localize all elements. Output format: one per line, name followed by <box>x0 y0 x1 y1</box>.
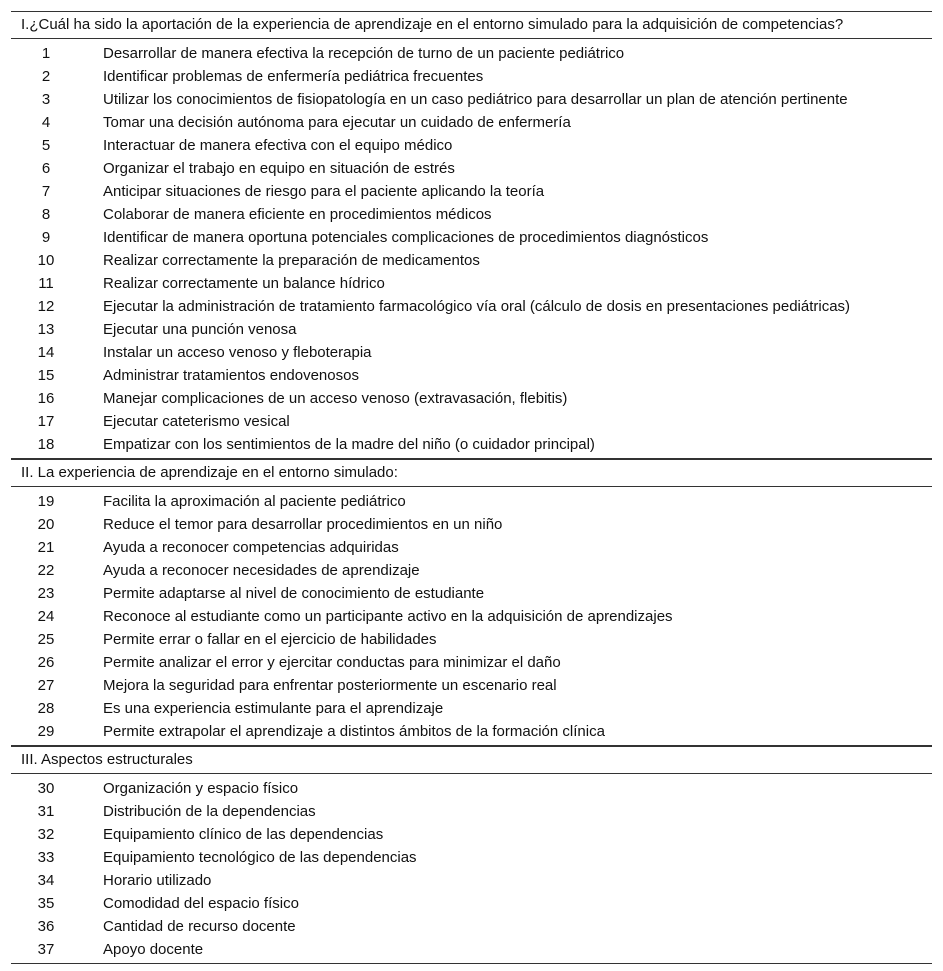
item-text: Realizar correctamente la preparación de medicamentos <box>103 252 480 269</box>
item-text: Ejecutar la administración de tratamiento farmacológico vía oral (cálculo de dosis en presentaciones pediátricas) <box>103 298 851 315</box>
item-number: 14 <box>37 344 55 361</box>
item-number: 2 <box>41 68 51 85</box>
table-row <box>11 892 932 915</box>
table-row <box>11 938 932 961</box>
item-text: Facilita la aproximación al paciente pediátrico <box>103 493 406 510</box>
item-number: 16 <box>37 390 55 407</box>
item-number: 37 <box>37 941 55 958</box>
table-row <box>11 203 932 226</box>
item-number: 22 <box>37 562 55 579</box>
item-number: 35 <box>37 895 55 912</box>
item-number: 11 <box>38 275 54 292</box>
item-text: Apoyo docente <box>103 941 204 958</box>
item-number: 34 <box>37 872 55 889</box>
table-row <box>11 318 932 341</box>
table-row <box>11 800 932 823</box>
item-text: Equipamiento tecnológico de las dependencias <box>103 849 417 866</box>
section-2 <box>11 458 932 745</box>
item-text: Identificar de manera oportuna potenciales complicaciones de procedimientos diagnósticos <box>103 229 709 246</box>
table-row <box>11 249 932 272</box>
table-row <box>11 915 932 938</box>
item-number: 21 <box>37 539 55 556</box>
item-number: 30 <box>37 780 55 797</box>
table-row <box>11 697 932 720</box>
section-header: I.¿Cuál ha sido la aportación de la experiencia de aprendizaje en el entorno simulado para la adquisición de competencias? <box>11 12 932 39</box>
item-text: Realizar correctamente un balance hídrico <box>103 275 385 292</box>
item-text: Reconoce al estudiante como un participante activo en la adquisición de aprendizajes <box>103 608 673 625</box>
table-row <box>11 410 932 433</box>
table-row <box>11 513 932 536</box>
item-text: Ejecutar una punción venosa <box>103 321 297 338</box>
table-row <box>11 134 932 157</box>
item-number: 10 <box>37 252 55 269</box>
table-row <box>11 387 932 410</box>
item-number: 25 <box>37 631 55 648</box>
section-header: II. La experiencia de aprendizaje en el entorno simulado: <box>11 458 932 487</box>
item-text: Utilizar los conocimientos de fisiopatología en un caso pediátrico para desarrollar un plan de atención pertinente <box>103 91 848 108</box>
item-number: 36 <box>37 918 55 935</box>
item-number: 4 <box>41 114 51 131</box>
table-row <box>11 582 932 605</box>
item-text: Administrar tratamientos endovenosos <box>103 367 359 384</box>
item-text: Organizar el trabajo en equipo en situación de estrés <box>103 160 455 177</box>
item-text: Permite errar o fallar en el ejercicio de habilidades <box>103 631 437 648</box>
table-row <box>11 226 932 249</box>
section-3 <box>11 745 932 963</box>
item-number: 33 <box>37 849 55 866</box>
table-row <box>11 651 932 674</box>
item-text: Ayuda a reconocer necesidades de aprendizaje <box>103 562 420 579</box>
item-number: 6 <box>41 160 51 177</box>
table-row <box>11 869 932 892</box>
item-text: Tomar una decisión autónoma para ejecutar un cuidado de enfermería <box>103 114 571 131</box>
table-row <box>11 628 932 651</box>
item-text: Equipamiento clínico de las dependencias <box>103 826 384 843</box>
item-number: 18 <box>37 436 55 453</box>
item-number: 5 <box>41 137 51 154</box>
table-row <box>11 605 932 628</box>
item-text: Interactuar de manera efectiva con el equipo médico <box>103 137 453 154</box>
item-number: 13 <box>37 321 55 338</box>
table-row <box>11 157 932 180</box>
item-text: Instalar un acceso venoso y fleboterapia <box>103 344 372 361</box>
item-text: Permite extrapolar el aprendizaje a distintos ámbitos de la formación clínica <box>103 723 605 740</box>
table-row <box>11 490 932 513</box>
item-text: Es una experiencia estimulante para el aprendizaje <box>103 700 444 717</box>
section-rows <box>11 39 932 458</box>
item-text: Permite analizar el error y ejercitar conductas para minimizar el daño <box>103 654 561 671</box>
table-row <box>11 295 932 318</box>
item-number: 28 <box>37 700 55 717</box>
item-text: Cantidad de recurso docente <box>103 918 296 935</box>
table-row <box>11 846 932 869</box>
item-text: Reduce el temor para desarrollar procedimientos en un niño <box>103 516 503 533</box>
item-text: Manejar complicaciones de un acceso venoso (extravasación, flebitis) <box>103 390 568 407</box>
item-text: Permite adaptarse al nivel de conocimiento de estudiante <box>103 585 485 602</box>
item-number: 17 <box>37 413 55 430</box>
table-row <box>11 559 932 582</box>
table-row <box>11 536 932 559</box>
item-number: 12 <box>37 298 55 315</box>
item-text: Distribución de la dependencias <box>103 803 316 820</box>
item-number: 8 <box>41 206 51 223</box>
item-text: Anticipar situaciones de riesgo para el paciente aplicando la teoría <box>103 183 545 200</box>
item-text: Mejora la seguridad para enfrentar posteriormente un escenario real <box>103 677 557 694</box>
item-number: 15 <box>37 367 55 384</box>
section-1 <box>11 12 932 458</box>
table-row <box>11 88 932 111</box>
item-text: Desarrollar de manera efectiva la recepción de turno de un paciente pediátrico <box>103 45 625 62</box>
section-rows <box>11 487 932 745</box>
section-rows <box>11 774 932 963</box>
item-number: 3 <box>41 91 51 108</box>
table-row <box>11 433 932 456</box>
table-row <box>11 777 932 800</box>
item-number: 1 <box>41 45 51 62</box>
item-number: 32 <box>37 826 55 843</box>
table-row <box>11 111 932 134</box>
item-text: Comodidad del espacio físico <box>103 895 299 912</box>
item-text: Empatizar con los sentimientos de la madre del niño (o cuidador principal) <box>103 436 595 453</box>
item-number: 26 <box>37 654 55 671</box>
section-header: III. Aspectos estructurales <box>11 745 932 774</box>
item-number: 19 <box>37 493 55 510</box>
table-row <box>11 823 932 846</box>
questionnaire-table <box>11 11 932 964</box>
table-row <box>11 180 932 203</box>
table-row <box>11 364 932 387</box>
item-number: 23 <box>37 585 55 602</box>
table-row <box>11 674 932 697</box>
item-number: 7 <box>41 183 51 200</box>
item-text: Colaborar de manera eficiente en procedimientos médicos <box>103 206 492 223</box>
item-text: Ayuda a reconocer competencias adquiridas <box>103 539 399 556</box>
table-row <box>11 341 932 364</box>
table-row <box>11 42 932 65</box>
item-number: 29 <box>37 723 55 740</box>
item-text: Organización y espacio físico <box>103 780 299 797</box>
item-number: 31 <box>37 803 55 820</box>
item-number: 27 <box>37 677 55 694</box>
item-number: 24 <box>37 608 55 625</box>
item-number: 9 <box>41 229 51 246</box>
table-row <box>11 65 932 88</box>
table-row <box>11 272 932 295</box>
item-text: Identificar problemas de enfermería pediátrica frecuentes <box>103 68 484 85</box>
item-text: Ejecutar cateterismo vesical <box>103 413 290 430</box>
item-text: Horario utilizado <box>103 872 212 889</box>
item-number: 20 <box>37 516 55 533</box>
table-row <box>11 720 932 743</box>
